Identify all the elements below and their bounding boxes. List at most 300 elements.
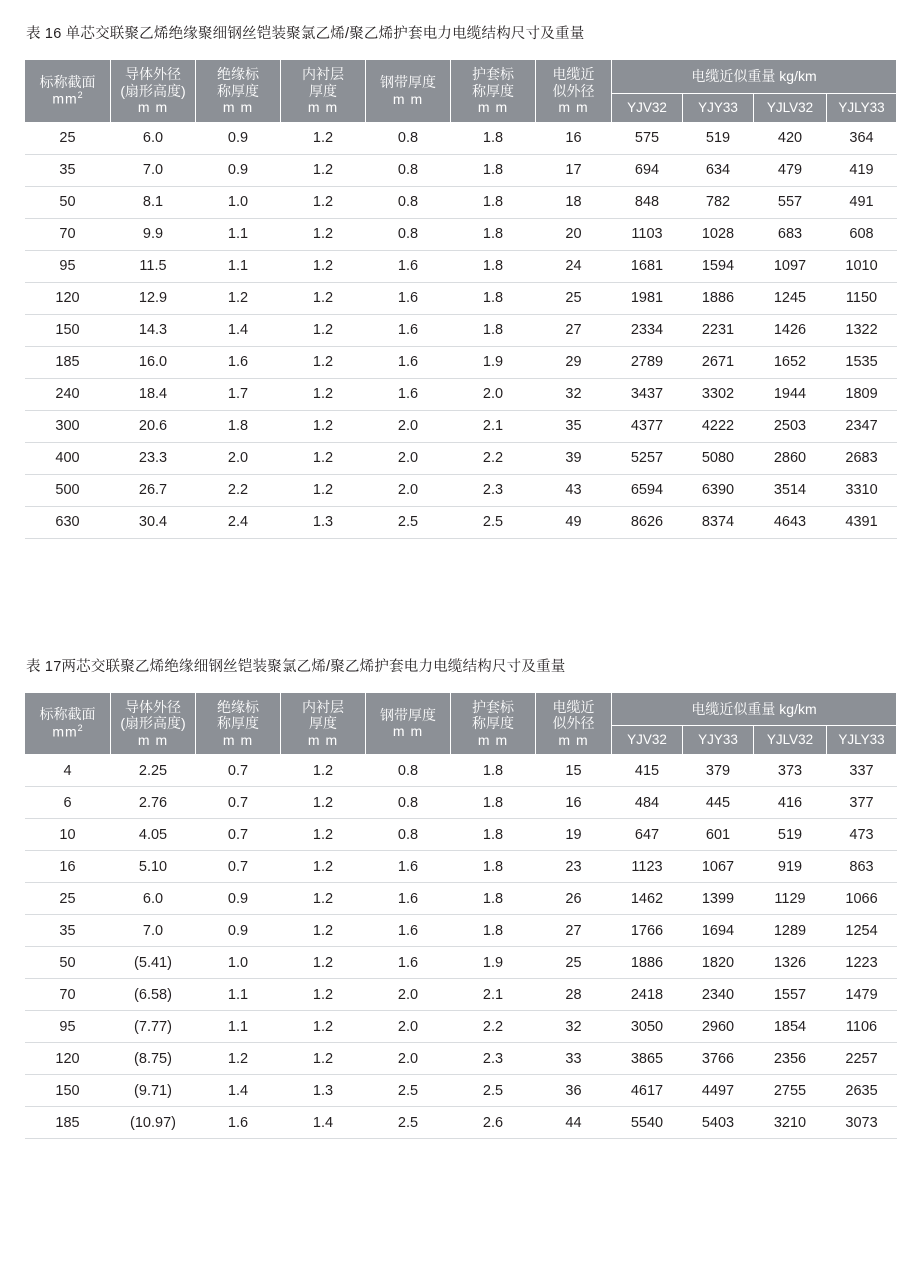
cell-r8-c0: 95 bbox=[25, 1011, 111, 1043]
header-row-main-16 bbox=[25, 60, 897, 94]
cell-r11-c6: 43 bbox=[536, 474, 612, 506]
cell-r3-c9: 683 bbox=[754, 218, 827, 250]
cell-r11-c2: 1.6 bbox=[196, 1107, 281, 1139]
cell-r5-c5: 1.8 bbox=[451, 915, 536, 947]
cell-r12-c3: 1.3 bbox=[281, 506, 366, 538]
cell-r4-c9: 1097 bbox=[754, 250, 827, 282]
cell-r7-c3: 1.2 bbox=[281, 979, 366, 1011]
cell-r11-c7: 6594 bbox=[612, 474, 683, 506]
cell-r0-c3: 1.2 bbox=[281, 122, 366, 154]
cell-r10-c8: 5080 bbox=[683, 442, 754, 474]
cell-r4-c5: 1.8 bbox=[451, 250, 536, 282]
cell-r12-c4: 2.5 bbox=[366, 506, 451, 538]
cell-r0-c4: 0.8 bbox=[366, 122, 451, 154]
between-tables-spacer bbox=[24, 539, 896, 655]
cell-r5-c1: 7.0 bbox=[111, 915, 196, 947]
table-row bbox=[25, 314, 897, 346]
cell-r9-c4: 2.0 bbox=[366, 410, 451, 442]
cell-r10-c5: 2.2 bbox=[451, 442, 536, 474]
cell-r10-c9: 2860 bbox=[754, 442, 827, 474]
cell-r1-c8: 445 bbox=[683, 787, 754, 819]
cell-r11-c3: 1.2 bbox=[281, 474, 366, 506]
cell-r1-c0: 6 bbox=[25, 787, 111, 819]
header-row-main-17 bbox=[25, 692, 897, 726]
cell-r8-c9: 1854 bbox=[754, 1011, 827, 1043]
cell-r9-c8: 3766 bbox=[683, 1043, 754, 1075]
cell-r8-c0: 240 bbox=[25, 378, 111, 410]
cell-r3-c1: 9.9 bbox=[111, 218, 196, 250]
cell-r4-c4: 1.6 bbox=[366, 250, 451, 282]
cell-r10-c7: 5257 bbox=[612, 442, 683, 474]
cell-r0-c2: 0.7 bbox=[196, 755, 281, 787]
header-nominal-section: 标称截面 $mm^2$ bbox=[25, 692, 111, 755]
table-row bbox=[25, 1107, 897, 1139]
cell-r7-c5: 2.1 bbox=[451, 979, 536, 1011]
cell-r9-c0: 120 bbox=[25, 1043, 111, 1075]
cell-r3-c10: 608 bbox=[827, 218, 897, 250]
cell-r6-c8: 2231 bbox=[683, 314, 754, 346]
table-caption-17: 表 17两芯交联聚乙烯绝缘细钢丝铠装聚氯乙烯/聚乙烯护套电力电缆结构尺寸及重量 bbox=[26, 658, 566, 675]
cell-r4-c8: 1594 bbox=[683, 250, 754, 282]
cell-r6-c2: 1.0 bbox=[196, 947, 281, 979]
cell-r11-c7: 5540 bbox=[612, 1107, 683, 1139]
cell-r9-c7: 3865 bbox=[612, 1043, 683, 1075]
table-row bbox=[25, 250, 897, 282]
cell-r1-c2: 0.9 bbox=[196, 154, 281, 186]
cell-r1-c10: 377 bbox=[827, 787, 897, 819]
cell-r10-c2: 1.4 bbox=[196, 1075, 281, 1107]
cell-r11-c5: 2.6 bbox=[451, 1107, 536, 1139]
cell-r11-c1: (10.97) bbox=[111, 1107, 196, 1139]
cell-r5-c8: 1694 bbox=[683, 915, 754, 947]
cell-r10-c4: 2.5 bbox=[366, 1075, 451, 1107]
cell-r8-c5: 2.0 bbox=[451, 378, 536, 410]
cell-r11-c3: 1.4 bbox=[281, 1107, 366, 1139]
cell-r9-c8: 4222 bbox=[683, 410, 754, 442]
cell-r5-c6: 25 bbox=[536, 282, 612, 314]
cell-r4-c3: 1.2 bbox=[281, 250, 366, 282]
cell-r5-c8: 1886 bbox=[683, 282, 754, 314]
cell-r5-c0: 120 bbox=[25, 282, 111, 314]
header-steel-tape-thickness: 钢带厚度 m m bbox=[366, 692, 451, 755]
cell-r0-c8: 379 bbox=[683, 755, 754, 787]
cell-r6-c4: 1.6 bbox=[366, 314, 451, 346]
cell-r2-c8: 782 bbox=[683, 186, 754, 218]
cell-r7-c0: 185 bbox=[25, 346, 111, 378]
cell-r2-c4: 0.8 bbox=[366, 186, 451, 218]
cell-r3-c8: 1067 bbox=[683, 851, 754, 883]
header-yjly33: YJLY33 bbox=[827, 93, 897, 122]
table-row bbox=[25, 442, 897, 474]
cell-r10-c3: 1.3 bbox=[281, 1075, 366, 1107]
cell-r11-c0: 185 bbox=[25, 1107, 111, 1139]
cell-r2-c6: 19 bbox=[536, 819, 612, 851]
cell-r1-c5: 1.8 bbox=[451, 787, 536, 819]
cell-r8-c10: 1106 bbox=[827, 1011, 897, 1043]
cell-r5-c0: 35 bbox=[25, 915, 111, 947]
cell-r8-c10: 1809 bbox=[827, 378, 897, 410]
table-header-17 bbox=[25, 692, 897, 755]
cell-r2-c0: 10 bbox=[25, 819, 111, 851]
cell-r3-c2: 1.1 bbox=[196, 218, 281, 250]
cell-r4-c7: 1681 bbox=[612, 250, 683, 282]
cell-r11-c9: 3210 bbox=[754, 1107, 827, 1139]
cell-r1-c3: 1.2 bbox=[281, 154, 366, 186]
header-inner-liner-thickness: 内衬层 厚度 m m bbox=[281, 692, 366, 755]
table-row bbox=[25, 410, 897, 442]
cell-r4-c0: 25 bbox=[25, 883, 111, 915]
cell-r0-c7: 575 bbox=[612, 122, 683, 154]
cell-r5-c1: 12.9 bbox=[111, 282, 196, 314]
header-nominal-section: 标称截面 $mm^2$ bbox=[25, 60, 111, 123]
table-row bbox=[25, 787, 897, 819]
cell-r11-c10: 3310 bbox=[827, 474, 897, 506]
cell-r9-c10: 2257 bbox=[827, 1043, 897, 1075]
table-block-17 bbox=[24, 655, 896, 1140]
cell-r6-c6: 27 bbox=[536, 314, 612, 346]
cell-r3-c8: 1028 bbox=[683, 218, 754, 250]
cell-r0-c3: 1.2 bbox=[281, 755, 366, 787]
cell-r4-c3: 1.2 bbox=[281, 883, 366, 915]
cell-r2-c2: 0.7 bbox=[196, 819, 281, 851]
cell-r10-c9: 2755 bbox=[754, 1075, 827, 1107]
header-cable-outer-diameter: 电缆近 似外径 m m bbox=[536, 60, 612, 123]
cell-r12-c10: 4391 bbox=[827, 506, 897, 538]
cell-r10-c5: 2.5 bbox=[451, 1075, 536, 1107]
cell-r1-c3: 1.2 bbox=[281, 787, 366, 819]
cell-r4-c6: 24 bbox=[536, 250, 612, 282]
cell-r3-c9: 919 bbox=[754, 851, 827, 883]
cell-r8-c2: 1.1 bbox=[196, 1011, 281, 1043]
cell-r1-c0: 35 bbox=[25, 154, 111, 186]
cell-r4-c4: 1.6 bbox=[366, 883, 451, 915]
cell-r9-c2: 1.8 bbox=[196, 410, 281, 442]
table-row bbox=[25, 122, 897, 154]
cell-r8-c6: 32 bbox=[536, 378, 612, 410]
cell-r5-c10: 1150 bbox=[827, 282, 897, 314]
cell-r3-c4: 0.8 bbox=[366, 218, 451, 250]
cell-r2-c3: 1.2 bbox=[281, 819, 366, 851]
header-approx-weight-group: 电缆近似重量 kg/km bbox=[612, 692, 897, 726]
cell-r12-c8: 8374 bbox=[683, 506, 754, 538]
table-row bbox=[25, 474, 897, 506]
cell-r7-c4: 1.6 bbox=[366, 346, 451, 378]
table-block-16 bbox=[24, 22, 896, 539]
cell-r8-c4: 1.6 bbox=[366, 378, 451, 410]
cell-r8-c4: 2.0 bbox=[366, 1011, 451, 1043]
cell-r8-c5: 2.2 bbox=[451, 1011, 536, 1043]
cable-table-17 bbox=[24, 692, 897, 1140]
cell-r12-c1: 30.4 bbox=[111, 506, 196, 538]
cell-r3-c5: 1.8 bbox=[451, 851, 536, 883]
cell-r1-c2: 0.7 bbox=[196, 787, 281, 819]
cell-r1-c4: 0.8 bbox=[366, 154, 451, 186]
cell-r0-c5: 1.8 bbox=[451, 755, 536, 787]
cell-r6-c2: 1.4 bbox=[196, 314, 281, 346]
cell-r1-c4: 0.8 bbox=[366, 787, 451, 819]
cell-r7-c0: 70 bbox=[25, 979, 111, 1011]
header-insulation-thickness: 绝缘标 称厚度 m m bbox=[196, 60, 281, 123]
cell-r0-c1: 6.0 bbox=[111, 122, 196, 154]
cell-r9-c1: (8.75) bbox=[111, 1043, 196, 1075]
cell-r5-c9: 1245 bbox=[754, 282, 827, 314]
cell-r10-c6: 39 bbox=[536, 442, 612, 474]
cell-r7-c3: 1.2 bbox=[281, 346, 366, 378]
header-yjy33: YJY33 bbox=[683, 93, 754, 122]
cell-r8-c1: (7.77) bbox=[111, 1011, 196, 1043]
cell-r7-c9: 1557 bbox=[754, 979, 827, 1011]
cell-r1-c8: 634 bbox=[683, 154, 754, 186]
cell-r10-c1: (9.71) bbox=[111, 1075, 196, 1107]
cell-r5-c3: 1.2 bbox=[281, 915, 366, 947]
cable-table-16 bbox=[24, 59, 897, 539]
cell-r9-c10: 2347 bbox=[827, 410, 897, 442]
cell-r2-c3: 1.2 bbox=[281, 186, 366, 218]
cell-r7-c1: 16.0 bbox=[111, 346, 196, 378]
cell-r5-c7: 1981 bbox=[612, 282, 683, 314]
cell-r10-c7: 4617 bbox=[612, 1075, 683, 1107]
cell-r7-c7: 2789 bbox=[612, 346, 683, 378]
cell-r4-c2: 1.1 bbox=[196, 250, 281, 282]
table-row bbox=[25, 1011, 897, 1043]
cell-r3-c0: 16 bbox=[25, 851, 111, 883]
cell-r11-c9: 3514 bbox=[754, 474, 827, 506]
cell-r9-c5: 2.1 bbox=[451, 410, 536, 442]
cell-r1-c1: 7.0 bbox=[111, 154, 196, 186]
cell-r4-c1: 6.0 bbox=[111, 883, 196, 915]
cell-r0-c6: 15 bbox=[536, 755, 612, 787]
cell-r2-c1: 8.1 bbox=[111, 186, 196, 218]
cell-r3-c3: 1.2 bbox=[281, 218, 366, 250]
cell-r4-c5: 1.8 bbox=[451, 883, 536, 915]
table-row bbox=[25, 1075, 897, 1107]
cell-r2-c0: 50 bbox=[25, 186, 111, 218]
cell-r12-c7: 8626 bbox=[612, 506, 683, 538]
cell-r1-c10: 419 bbox=[827, 154, 897, 186]
cell-r10-c1: 23.3 bbox=[111, 442, 196, 474]
cell-r9-c3: 1.2 bbox=[281, 1043, 366, 1075]
cell-r9-c6: 33 bbox=[536, 1043, 612, 1075]
cell-r1-c6: 16 bbox=[536, 787, 612, 819]
table-body-17 bbox=[25, 755, 897, 1139]
cell-r8-c2: 1.7 bbox=[196, 378, 281, 410]
cell-r0-c0: 25 bbox=[25, 122, 111, 154]
cell-r12-c5: 2.5 bbox=[451, 506, 536, 538]
header-approx-weight-group: 电缆近似重量 kg/km bbox=[612, 60, 897, 94]
cell-r10-c3: 1.2 bbox=[281, 442, 366, 474]
cell-r6-c3: 1.2 bbox=[281, 947, 366, 979]
cell-r3-c7: 1103 bbox=[612, 218, 683, 250]
cell-r7-c7: 2418 bbox=[612, 979, 683, 1011]
cell-r8-c9: 1944 bbox=[754, 378, 827, 410]
cell-r11-c1: 26.7 bbox=[111, 474, 196, 506]
table-row bbox=[25, 506, 897, 538]
cell-r6-c4: 1.6 bbox=[366, 947, 451, 979]
cell-r2-c6: 18 bbox=[536, 186, 612, 218]
cell-r11-c10: 3073 bbox=[827, 1107, 897, 1139]
header-yjv32: YJV32 bbox=[612, 726, 683, 755]
header-yjlv32: YJLV32 bbox=[754, 93, 827, 122]
cell-r9-c4: 2.0 bbox=[366, 1043, 451, 1075]
table-row bbox=[25, 346, 897, 378]
cell-r5-c9: 1289 bbox=[754, 915, 827, 947]
cell-r3-c6: 20 bbox=[536, 218, 612, 250]
header-insulation-thickness: 绝缘标 称厚度 m m bbox=[196, 692, 281, 755]
table-row bbox=[25, 915, 897, 947]
cell-r3-c7: 1123 bbox=[612, 851, 683, 883]
cell-r3-c6: 23 bbox=[536, 851, 612, 883]
cell-r3-c5: 1.8 bbox=[451, 218, 536, 250]
cell-r6-c1: (5.41) bbox=[111, 947, 196, 979]
cell-r3-c4: 1.6 bbox=[366, 851, 451, 883]
cell-r1-c5: 1.8 bbox=[451, 154, 536, 186]
cell-r1-c9: 416 bbox=[754, 787, 827, 819]
table-row bbox=[25, 1043, 897, 1075]
header-inner-liner-thickness: 内衬层 厚度 m m bbox=[281, 60, 366, 123]
table-row bbox=[25, 819, 897, 851]
cell-r4-c9: 1129 bbox=[754, 883, 827, 915]
cell-r8-c8: 2960 bbox=[683, 1011, 754, 1043]
cell-r6-c10: 1223 bbox=[827, 947, 897, 979]
cell-r8-c1: 18.4 bbox=[111, 378, 196, 410]
cell-r2-c7: 647 bbox=[612, 819, 683, 851]
cell-r5-c10: 1254 bbox=[827, 915, 897, 947]
header-sheath-thickness: 护套标 称厚度 m m bbox=[451, 60, 536, 123]
cell-r11-c2: 2.2 bbox=[196, 474, 281, 506]
header-yjly33: YJLY33 bbox=[827, 726, 897, 755]
cell-r2-c7: 848 bbox=[612, 186, 683, 218]
cell-r8-c6: 32 bbox=[536, 1011, 612, 1043]
cell-r12-c2: 2.4 bbox=[196, 506, 281, 538]
cell-r6-c0: 150 bbox=[25, 314, 111, 346]
cell-r5-c3: 1.2 bbox=[281, 282, 366, 314]
cell-r0-c9: 373 bbox=[754, 755, 827, 787]
cell-r5-c2: 1.2 bbox=[196, 282, 281, 314]
cell-r0-c8: 519 bbox=[683, 122, 754, 154]
cell-r8-c3: 1.2 bbox=[281, 378, 366, 410]
table-body-16 bbox=[25, 122, 897, 538]
cell-r2-c9: 557 bbox=[754, 186, 827, 218]
cell-r4-c2: 0.9 bbox=[196, 883, 281, 915]
cell-r2-c10: 491 bbox=[827, 186, 897, 218]
cell-r7-c8: 2671 bbox=[683, 346, 754, 378]
cell-r0-c10: 364 bbox=[827, 122, 897, 154]
header-yjlv32: YJLV32 bbox=[754, 726, 827, 755]
cell-r5-c4: 1.6 bbox=[366, 282, 451, 314]
cell-r9-c5: 2.3 bbox=[451, 1043, 536, 1075]
cell-r8-c3: 1.2 bbox=[281, 1011, 366, 1043]
cell-r4-c8: 1399 bbox=[683, 883, 754, 915]
cell-r9-c9: 2503 bbox=[754, 410, 827, 442]
cell-r1-c9: 479 bbox=[754, 154, 827, 186]
cell-r4-c10: 1010 bbox=[827, 250, 897, 282]
cell-r5-c2: 0.9 bbox=[196, 915, 281, 947]
header-conductor-diameter: 导体外径 (扇形高度) m m bbox=[111, 60, 196, 123]
cell-r9-c6: 35 bbox=[536, 410, 612, 442]
cell-r10-c10: 2635 bbox=[827, 1075, 897, 1107]
cell-r12-c0: 630 bbox=[25, 506, 111, 538]
cell-r4-c10: 1066 bbox=[827, 883, 897, 915]
cell-r9-c0: 300 bbox=[25, 410, 111, 442]
cell-r9-c2: 1.2 bbox=[196, 1043, 281, 1075]
header-cable-outer-diameter: 电缆近 似外径 m m bbox=[536, 692, 612, 755]
table-row bbox=[25, 883, 897, 915]
cell-r2-c4: 0.8 bbox=[366, 819, 451, 851]
cell-r1-c7: 694 bbox=[612, 154, 683, 186]
cell-r10-c8: 4497 bbox=[683, 1075, 754, 1107]
cell-r11-c6: 44 bbox=[536, 1107, 612, 1139]
cell-r6-c6: 25 bbox=[536, 947, 612, 979]
cell-r7-c5: 1.9 bbox=[451, 346, 536, 378]
cell-r6-c5: 1.8 bbox=[451, 314, 536, 346]
table-row bbox=[25, 218, 897, 250]
table-row bbox=[25, 154, 897, 186]
cell-r2-c5: 1.8 bbox=[451, 186, 536, 218]
cell-r4-c0: 95 bbox=[25, 250, 111, 282]
cell-r10-c6: 36 bbox=[536, 1075, 612, 1107]
cell-r8-c8: 3302 bbox=[683, 378, 754, 410]
cell-r1-c6: 17 bbox=[536, 154, 612, 186]
table-row bbox=[25, 851, 897, 883]
cell-r0-c5: 1.8 bbox=[451, 122, 536, 154]
cell-r7-c1: (6.58) bbox=[111, 979, 196, 1011]
cell-r10-c10: 2683 bbox=[827, 442, 897, 474]
caption-spacer-17 bbox=[24, 676, 896, 692]
cell-r3-c3: 1.2 bbox=[281, 851, 366, 883]
cell-r7-c2: 1.6 bbox=[196, 346, 281, 378]
cell-r3-c0: 70 bbox=[25, 218, 111, 250]
table-row bbox=[25, 755, 897, 787]
cell-r0-c10: 337 bbox=[827, 755, 897, 787]
cell-r4-c1: 11.5 bbox=[111, 250, 196, 282]
table-header-16 bbox=[25, 60, 897, 123]
cell-r10-c2: 2.0 bbox=[196, 442, 281, 474]
cell-r8-c7: 3437 bbox=[612, 378, 683, 410]
cell-r7-c10: 1535 bbox=[827, 346, 897, 378]
cell-r0-c0: 4 bbox=[25, 755, 111, 787]
table-row bbox=[25, 378, 897, 410]
table-row bbox=[25, 947, 897, 979]
cell-r11-c8: 5403 bbox=[683, 1107, 754, 1139]
header-steel-tape-thickness: 钢带厚度 m m bbox=[366, 60, 451, 123]
cell-r11-c4: 2.5 bbox=[366, 1107, 451, 1139]
header-sheath-thickness: 护套标 称厚度 m m bbox=[451, 692, 536, 755]
cell-r6-c0: 50 bbox=[25, 947, 111, 979]
cell-r7-c6: 28 bbox=[536, 979, 612, 1011]
cell-r7-c9: 1652 bbox=[754, 346, 827, 378]
cell-r8-c7: 3050 bbox=[612, 1011, 683, 1043]
cell-r5-c6: 27 bbox=[536, 915, 612, 947]
cell-r0-c9: 420 bbox=[754, 122, 827, 154]
cell-r3-c10: 863 bbox=[827, 851, 897, 883]
cell-r4-c7: 1462 bbox=[612, 883, 683, 915]
cell-r2-c8: 601 bbox=[683, 819, 754, 851]
cell-r2-c9: 519 bbox=[754, 819, 827, 851]
cell-r0-c1: 2.25 bbox=[111, 755, 196, 787]
cell-r2-c2: 1.0 bbox=[196, 186, 281, 218]
cell-r6-c8: 1820 bbox=[683, 947, 754, 979]
cell-r9-c3: 1.2 bbox=[281, 410, 366, 442]
cell-r1-c7: 484 bbox=[612, 787, 683, 819]
table-row bbox=[25, 282, 897, 314]
cell-r9-c9: 2356 bbox=[754, 1043, 827, 1075]
cell-r1-c1: 2.76 bbox=[111, 787, 196, 819]
table-row bbox=[25, 186, 897, 218]
cell-r2-c1: 4.05 bbox=[111, 819, 196, 851]
cell-r7-c2: 1.1 bbox=[196, 979, 281, 1011]
cell-r0-c4: 0.8 bbox=[366, 755, 451, 787]
cell-r6-c3: 1.2 bbox=[281, 314, 366, 346]
